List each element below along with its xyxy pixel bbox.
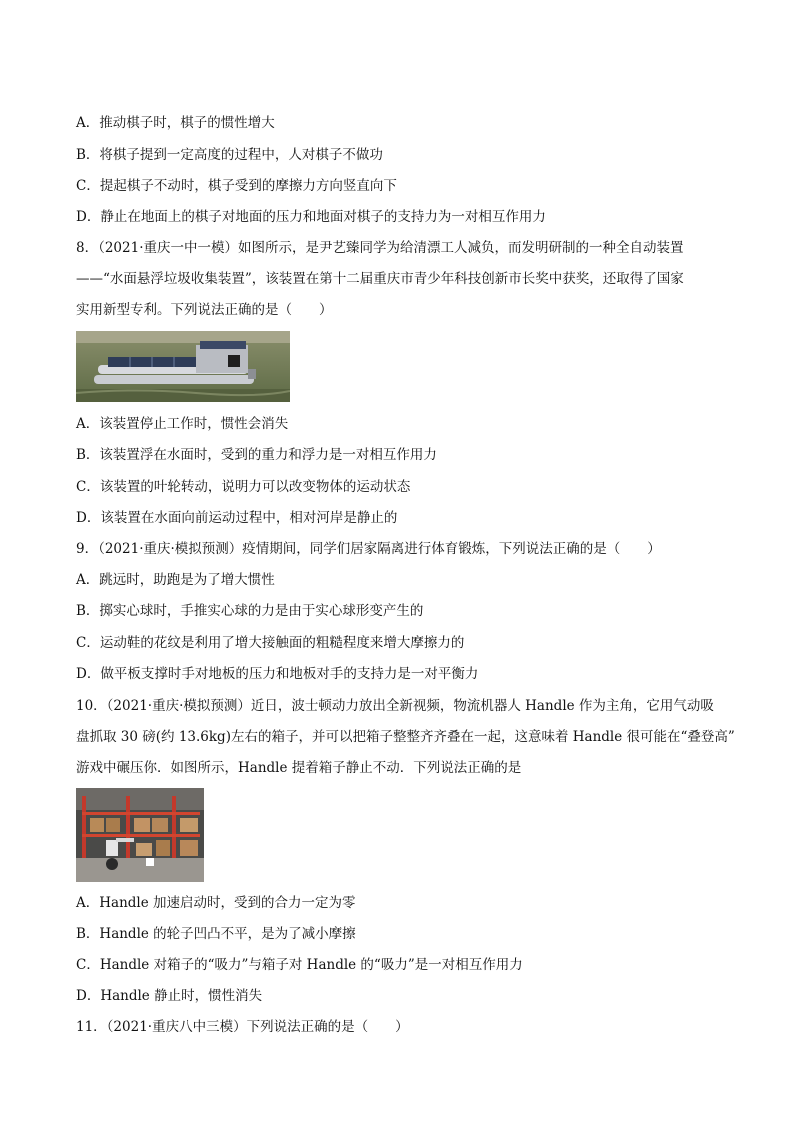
- q10-option-d: D．Handle 静止时，惯性消失: [76, 988, 263, 1004]
- q9-option-c: C．运动鞋的花纹是利用了增大接触面的粗糙程度来增大摩擦力的: [76, 635, 465, 651]
- q9-option-a: A．跳远时，助跑是为了增大惯性: [76, 572, 275, 588]
- q10-stem-line2: 盘抓取 30 磅(约 13.6kg)左右的箱子，并可以把箱子整整齐齐叠在一起，这意味着 Handle 很可能在“叠登高”: [76, 729, 735, 745]
- q7-option-b: B．将棋子提到一定高度的过程中，人对棋子不做功: [76, 147, 383, 163]
- q10-stem-line3: 游戏中碾压你．如图所示，Handle 提着箱子静止不动．下列说法正确的是: [76, 760, 522, 776]
- q8-option-b: B．该装置浮在水面时，受到的重力和浮力是一对相互作用力: [76, 447, 437, 463]
- q10-option-c: C．Handle 对箱子的“吸力”与箱子对 Handle 的“吸力”是一对相互作用力: [76, 957, 523, 973]
- q7-option-d: D．静止在地面上的棋子对地面的压力和地面对棋子的支持力为一对相互作用力: [76, 209, 546, 225]
- q7-option-a: A．推动棋子时，棋子的惯性增大: [76, 115, 275, 131]
- q8-photo: [76, 331, 290, 402]
- q8-stem-line2: ——“水面悬浮垃圾收集装置”，该装置在第十二届重庆市青少年科技创新市长奖中获奖，还取得了国家: [76, 271, 684, 287]
- q9-stem-line1: 9．（2021·重庆·模拟预测）疫情期间，同学们居家隔离进行体育锻炼，下列说法正确的是（ ）: [76, 541, 661, 557]
- q8-option-d: D．该装置在水面向前运动过程中，相对河岸是静止的: [76, 510, 398, 526]
- warehouse-robot-handle-photo-icon: [76, 788, 204, 882]
- q9-option-d: D．做平板支撑时手对地板的压力和地板对手的支持力是一对平衡力: [76, 666, 479, 682]
- q8-option-a: A．该装置停止工作时，惯性会消失: [76, 416, 289, 432]
- q10-option-a: A．Handle 加速启动时，受到的合力一定为零: [76, 895, 356, 911]
- q7-option-c: C．提起棋子不动时，棋子受到的摩擦力方向竖直向下: [76, 178, 397, 194]
- q10-photo: [76, 788, 204, 882]
- floating-garbage-collector-photo-icon: [76, 331, 290, 402]
- q8-stem-line3: 实用新型专利。下列说法正确的是（ ）: [76, 302, 333, 318]
- q10-stem-line1: 10．（2021·重庆·模拟预测）近日，波士顿动力放出全新视频，物流机器人 Handle 作为主角，它用气动吸: [76, 698, 714, 714]
- q9-option-b: B．掷实心球时，手推实心球的力是由于实心球形变产生的: [76, 603, 424, 619]
- q10-option-b: B．Handle 的轮子凹凸不平，是为了减小摩擦: [76, 926, 356, 942]
- q8-option-c: C．该装置的叶轮转动，说明力可以改变物体的运动状态: [76, 479, 411, 495]
- q11-stem-line1: 11．（2021·重庆八中三模）下列说法正确的是（ ）: [76, 1019, 409, 1035]
- q8-stem-line1: 8．（2021·重庆一中一模）如图所示，是尹艺臻同学为给清漂工人减负，而发明研制的一种全自动装置: [76, 240, 684, 256]
